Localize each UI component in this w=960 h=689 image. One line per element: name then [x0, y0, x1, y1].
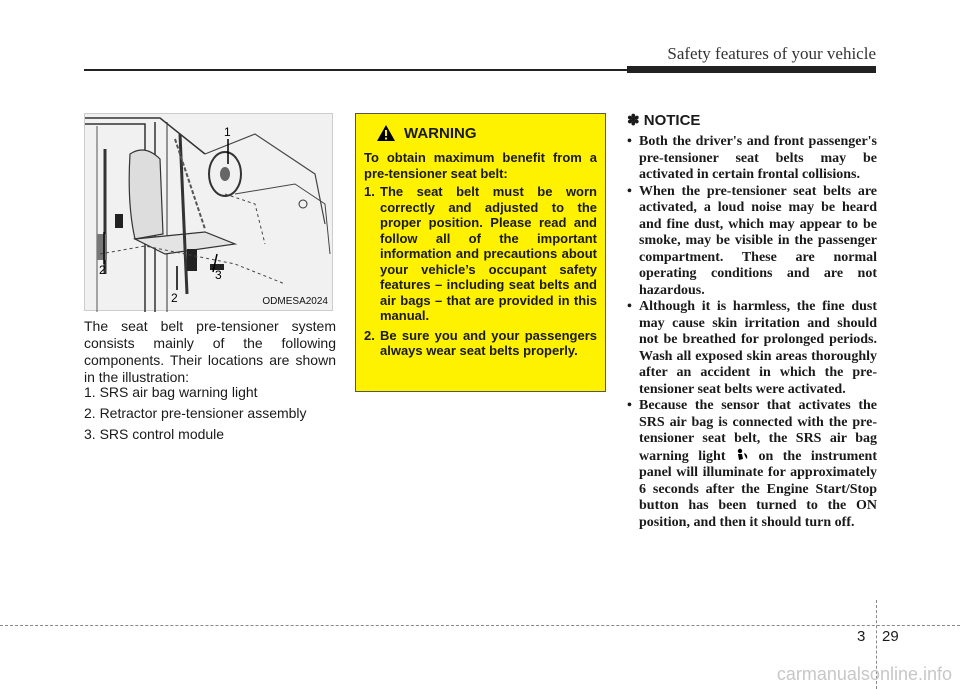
- warning-box: [355, 113, 606, 392]
- watermark: carmanualsonline.info: [776, 664, 952, 684]
- warning-triangle-icon: [376, 124, 396, 142]
- notice-text-part1: Because the sensor that activates the SRS air bag is connected with the pre-tensioner seat belt, the SRS air bag warning light: [639, 398, 877, 464]
- notice-item: [627, 134, 877, 184]
- callout-2-left: 2: [99, 263, 106, 277]
- notice-bullet: •: [627, 134, 632, 149]
- warning-item-text: The seat belt must be worn correctly and adjusted to the proper position. Please read and follow all of the important information and precautions about your vehicle’s occupant safety features – including seat belts and air bags – that are provided in this manual.: [380, 184, 597, 323]
- warning-title: WARNING: [404, 124, 477, 142]
- notice-text-with-icon: [639, 398, 877, 531]
- warning-intro: To obtain maximum benefit from a pre-tensioner seat belt:: [364, 150, 597, 181]
- figure-code: ODMESA2024: [262, 296, 328, 307]
- component-item: 2. Retractor pre-tensioner assembly: [84, 405, 307, 421]
- warning-item-text: Be sure you and your passengers always wear seat belts properly.: [380, 327, 597, 358]
- seat-belt-illustration: [84, 113, 333, 311]
- chapter-number: 3: [857, 628, 866, 645]
- notice-item: [627, 299, 877, 398]
- airbag-warning-icon: [735, 448, 749, 462]
- footer-rule: [0, 625, 960, 626]
- notice-title: ✽ NOTICE: [627, 112, 701, 129]
- notice-text: Both the driver's and front passenger's pre-tensioner seat belts may be activated in certain frontal collisions.: [639, 134, 877, 182]
- notice-item: [627, 398, 877, 531]
- notice-text: When the pre-tensioner seat belts are activated, a loud noise may be heard and fine dust, which may appear to be smoke, may be visible in the passenger compartment. These are normal operating conditions and are not hazardous.: [639, 183, 877, 298]
- notice-list: [627, 134, 877, 531]
- callout-3: 3: [215, 268, 222, 282]
- page-number: 29: [882, 628, 899, 645]
- intro-paragraph: The seat belt pre-tensioner system consists mainly of the following components. Their locations are shown in the illustration:: [84, 318, 336, 385]
- component-list: [84, 384, 336, 447]
- warning-item-number: 1.: [364, 184, 375, 199]
- header-rule-accent: [627, 66, 876, 73]
- car-interior-drawing: [85, 114, 334, 312]
- component-item: 1. SRS air bag warning light: [84, 384, 258, 400]
- warning-header: [376, 120, 597, 146]
- notice-item: [627, 184, 877, 300]
- notice-bullet: •: [627, 299, 632, 314]
- callout-1: 1: [224, 125, 231, 139]
- notice-bullet: •: [627, 398, 632, 413]
- warning-item-number: 2.: [364, 327, 375, 343]
- notice-text: Although it is harmless, the fine dust may cause skin irritation and should not be breathed for prolonged periods. Wash all exposed skin areas thoroughly after an accident in which the pre-tensioner seat belts were activated.: [639, 299, 877, 397]
- callout-2-bottom: 2: [171, 291, 178, 305]
- warning-item: [364, 184, 597, 324]
- warning-item: [364, 328, 597, 359]
- component-item: 3. SRS control module: [84, 426, 225, 442]
- notice-text-part2: on the instrument panel will illuminate for approximately 6 seconds after the Engine Start/Stop button has been turned to the ON position, and then it should turn off.: [639, 448, 877, 530]
- notice-bullet: •: [627, 183, 632, 199]
- page-header-title: Safety features of your vehicle: [667, 44, 876, 63]
